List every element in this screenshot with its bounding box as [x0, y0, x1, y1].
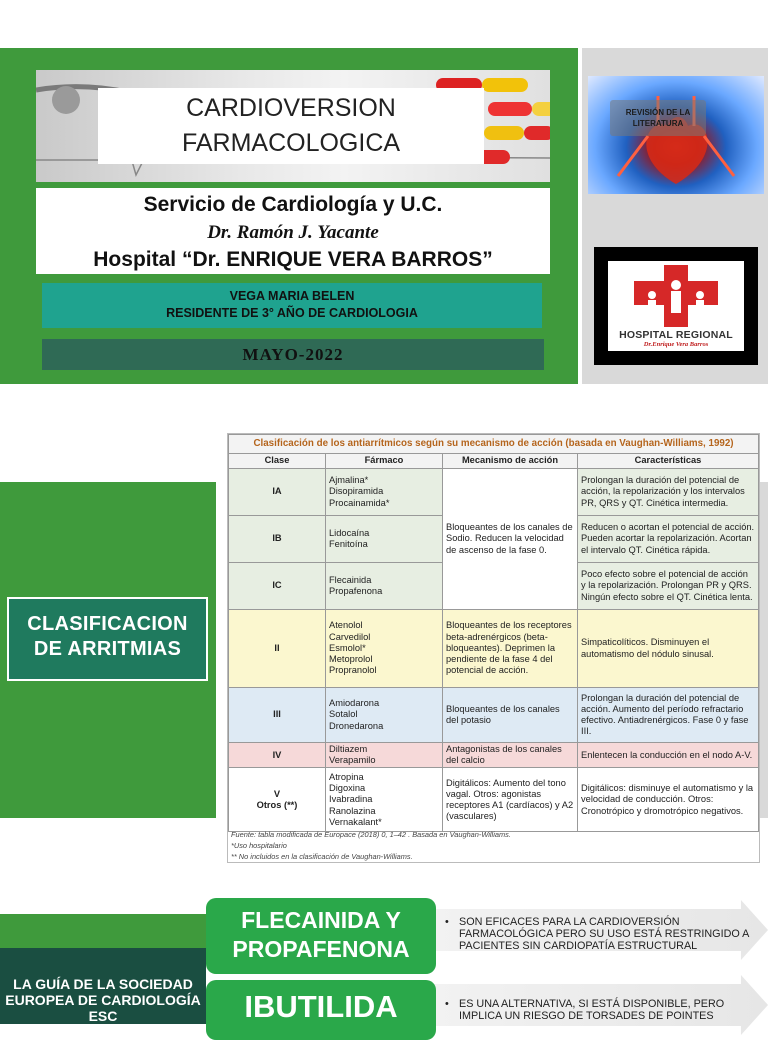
drug-item: Disopiramida [329, 486, 384, 497]
drug-cell [326, 743, 443, 768]
drug-cell [326, 768, 443, 832]
drug-item: Atenolol [329, 620, 363, 631]
service-name: Servicio de Cardiología y U.C. [143, 193, 443, 216]
hospital-name: Hospital “Dr. ENRIQUE VERA BARROS” [93, 248, 493, 271]
characteristics-cell: Prolongan la duración del potencial de acción, la repolarización y los intervalos PR, QRS y QT. Cinética intermedia. [578, 469, 759, 516]
drug-item: Fenitoína [329, 539, 368, 549]
class-cell: IB [229, 516, 326, 563]
drug-item: Vernakalant* [329, 816, 382, 827]
drug-item: Ajmalina* [329, 475, 369, 486]
ibutilida-box: IBUTILIDA [206, 980, 436, 1040]
header-farmaco: Fármaco [326, 454, 443, 469]
header-caracteristicas: Características [578, 454, 759, 469]
drug-item: Lidocaína [329, 527, 370, 538]
mechanism-cell: Bloqueantes de los canales del potasio [443, 688, 578, 743]
class-cell: II [229, 610, 326, 688]
mechanism-cell: Digitálicos: Aumento del tono vagal. Otros: agonistas receptores A1 (cardíacos) y A2 (vasculares) [443, 768, 578, 832]
drug-cell [326, 516, 443, 563]
author-role: RESIDENTE DE 3° AÑO DE CARDIOLOGIA [166, 306, 418, 320]
table-row [229, 768, 759, 832]
drug-item: Amiodarona [329, 698, 380, 709]
drug1-line2: PROPAFENONA [232, 936, 410, 962]
characteristics-cell: Simpaticolíticos. Disminuyen el automatismo del nódulo sinusal. [578, 610, 759, 688]
drug-item: Digoxina [329, 783, 366, 794]
class-sublabel: Otros (**) [256, 799, 298, 810]
slide1-service-block [36, 188, 550, 274]
drug-item: Metoprolol [329, 654, 373, 665]
antiarrhythmic-table [228, 434, 759, 832]
logo-subtitle: Dr.Enrique Vera Barros [643, 341, 709, 348]
drug-item: Atropina [329, 771, 364, 782]
table-footnotes [231, 829, 756, 862]
table-caption: Clasificación de los antiarrítmicos según su mecanismo de acción (basada en Vaughan-Williams, 1992) [229, 435, 759, 454]
literature-review-tag: REVISIÓN DE LA LITERATURA [610, 100, 706, 136]
characteristics-cell: Enlentecen la conducción en el nodo A-V. [578, 743, 759, 768]
drug-item: Propranolol [329, 665, 377, 676]
drug1-line1: FLECAINIDA Y [241, 907, 401, 933]
author-name: VEGA MARIA BELEN [229, 289, 355, 303]
table-row [229, 469, 759, 516]
logo-title: HOSPITAL REGIONAL [619, 329, 733, 341]
title-line2: FARMACOLOGICA [181, 129, 401, 157]
heading-line1: CLASIFICACION [27, 613, 188, 635]
drug-item: Propafenona [329, 586, 383, 596]
drug1-text: SON EFICACES PARA LA CARDIOVERSIÓN FARMACOLÓGICA PERO SU USO ESTÁ RESTRINGIDO A PACIENTES SIN CARDIOPATÍA ESTRUCTURAL [459, 916, 749, 952]
drug-item: Esmolol* [329, 642, 366, 653]
header-clase: Clase [229, 454, 326, 469]
slide2-right-bar [760, 482, 768, 818]
flecainida-propafenona-box [206, 898, 436, 974]
slide1-date: MAYO-2022 [42, 339, 544, 370]
title-line1: CARDIOVERSION [186, 94, 396, 122]
drug2-text: ES UNA ALTERNATIVA, SI ESTÁ DISPONIBLE, PERO IMPLICA UN RIESGO DE TORSADES DE POINTES [459, 998, 725, 1022]
drug-item: Flecainida [329, 574, 372, 585]
drug-item: Procainamida* [329, 497, 390, 508]
slide2-heading-box [7, 597, 208, 681]
drug-cell [326, 469, 443, 516]
drug2-description [445, 998, 755, 1022]
esc-guide-box: LA GUÍA DE LA SOCIEDAD EUROPEA DE CARDIOLOGÍA ESC [0, 948, 206, 1024]
drug-item: Diltiazem [329, 744, 368, 754]
drug-cell [326, 563, 443, 610]
drug-cell [326, 610, 443, 688]
footnote: ** No incluidos en la clasificación de Vaughan-Williams. [231, 852, 413, 861]
class-label: V [273, 788, 281, 799]
header-mecanismo: Mecanismo de acción [443, 454, 578, 469]
bullet: • [445, 998, 449, 1010]
characteristics-cell: Digitálicos: disminuye el automatismo y la velocidad de conducción. Otros: Cronotrópico y dromotrópico negativos. [578, 768, 759, 832]
drug-item: Dronedarona [329, 720, 384, 731]
drug1-description [445, 916, 755, 952]
characteristics-cell: Poco efecto sobre el potencial de acción y la repolarización. Prolongan PR y QRS. Ningún efecto sobre el QT. Cinética lenta. [578, 563, 759, 610]
heart-anatomy-image [588, 76, 764, 194]
class-cell: IC [229, 563, 326, 610]
class-cell: III [229, 688, 326, 743]
footnote: *Uso hospitalario [231, 841, 287, 850]
hospital-cross-icon [608, 263, 744, 329]
hospital-logo [594, 247, 758, 365]
drug-item: Ivabradina [329, 794, 373, 805]
slide1-author-block [42, 283, 542, 328]
drug-cell [326, 688, 443, 743]
class-cell [229, 768, 326, 832]
mechanism-cell: Antagonistas de los canales del calcio [443, 743, 578, 768]
drug-item: Verapamilo [329, 755, 376, 766]
drug-item: Ranolazina [329, 805, 376, 816]
drug-item: Carvedilol [329, 631, 371, 642]
doctor-name: Dr. Ramón J. Yacante [207, 222, 379, 243]
slide1-title [98, 88, 484, 164]
table-row [229, 610, 759, 688]
bullet: • [445, 916, 449, 928]
drug-item: Sotalol [329, 709, 358, 720]
class-cell: IA [229, 469, 326, 516]
class-cell: IV [229, 743, 326, 768]
characteristics-cell: Prolongan la duración del potencial de acción. Aumento del período refractario efectivo. Antiadrenérgicos. Fase 0 y fase III. [578, 688, 759, 743]
antiarrhythmic-table-panel [227, 433, 760, 863]
characteristics-cell: Reducen o acortan el potencial de acción. Pueden acortar la repolarización. Acortan el intervalo QT. Cinética rápida. [578, 516, 759, 563]
heading-line2: DE ARRITMIAS [33, 638, 182, 660]
mechanism-cell: Bloqueantes de los canales de Sodio. Reducen la velocidad de ascenso de la fase 0. [443, 469, 578, 610]
table-row [229, 743, 759, 768]
mechanism-cell: Bloqueantes de los receptores beta-adrenérgicos (beta-bloqueantes). Deprimen la pendiente de la fase 4 del potencial de acción. [443, 610, 578, 688]
table-row [229, 688, 759, 743]
footnote: Fuente: tabla modificada de Europace (2018) 0, 1–42 . Basada en Vaughan-Williams. [231, 830, 511, 839]
